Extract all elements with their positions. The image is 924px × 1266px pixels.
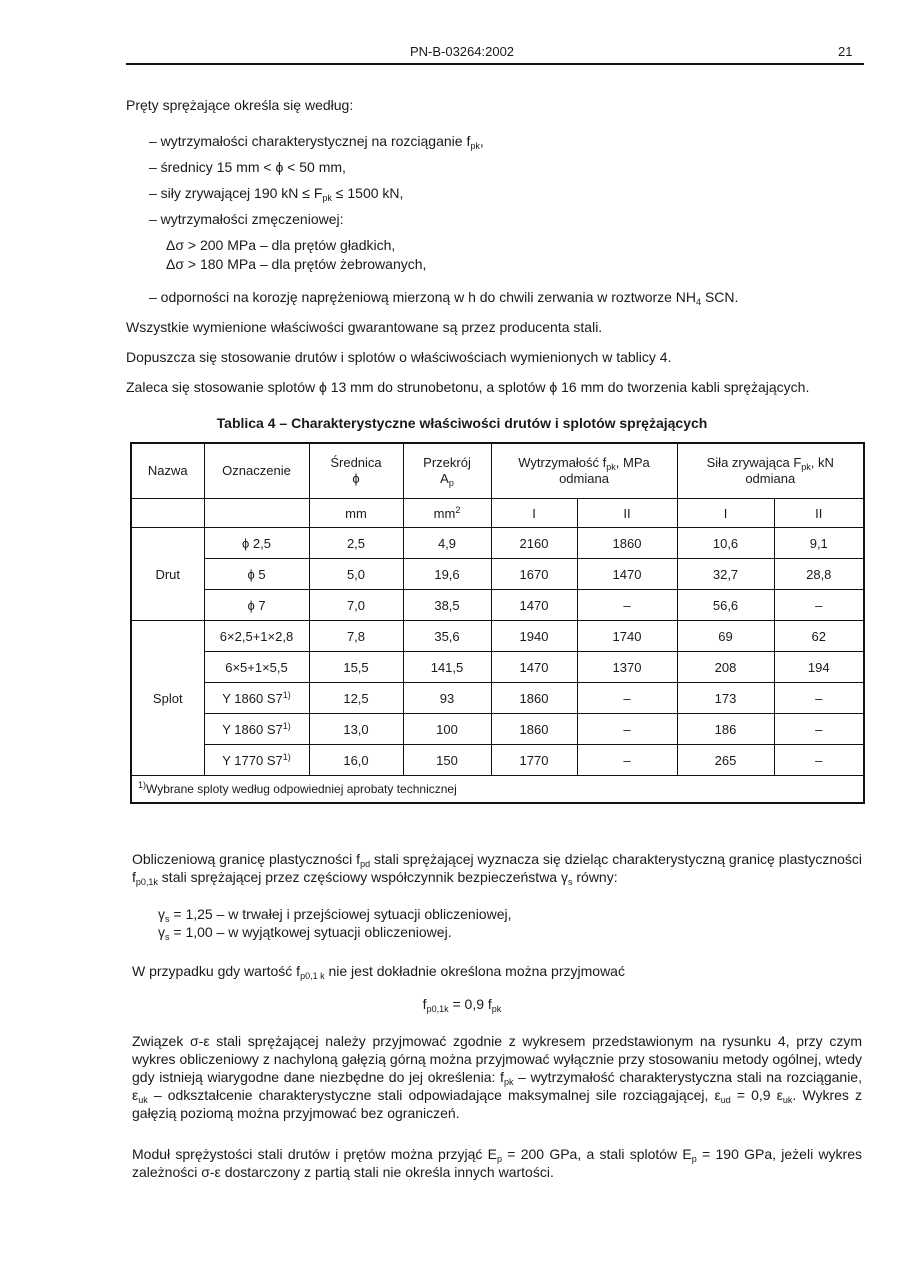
col-header-wytrzymalosc: Wytrzymałość $f_{pk}$, MPa odmiana <box>491 443 677 499</box>
table-footnote-row <box>131 776 864 804</box>
table-row: Drut ϕ 2,5 2,5 4,9 2160 1860 10,6 9,1 <box>131 528 864 559</box>
formula: $f_{p0,1k} = 0,9$ $f_{pk}$ <box>422 996 502 1014</box>
col-header-nazwa: Nazwa <box>131 443 204 499</box>
paragraph-3: Zaleca się stosowanie splotów ϕ 13 mm do strunobetonu, a splotów ϕ 16 mm do tworzenia kabli sprężających. <box>126 379 810 395</box>
unit-variant-i: I <box>677 499 774 528</box>
unit-variant-ii: II <box>774 499 864 528</box>
unit-mm2: $mm^2$ <box>403 499 491 528</box>
paragraph-7: Moduł sprężystości stali drutów i prętów można przyjąć $E_p = 200$ GPa, a stali splotów $E_p = 190$ GPa, jeżeli wykres zależności σ-ε dostarczony z partią stali nie określa innych wartości. <box>132 1146 862 1180</box>
col-header-przekroj: Przekrój $A_p$ <box>403 443 491 499</box>
intro-text: Pręty sprężające określa się według: <box>126 97 354 113</box>
table-row: Y 1770 S7$^{1)}$ 16,0 150 1770 – 265 – <box>131 745 864 776</box>
paragraph-2: Dopuszcza się stosowanie drutów i splotów o właściwościach wymienionych w tablicy 4. <box>126 349 672 365</box>
gamma-line-1: $\gamma_s = 1,25 - w$ trwałej i przejściowej sytuacji obliczeniowej, <box>158 906 512 924</box>
table-header-row <box>131 443 864 499</box>
table-footnote: $^{1)}$Wybrane sploty według odpowiedniej aprobaty technicznej <box>131 776 864 804</box>
col-header-oznaczenie: Oznaczenie <box>204 443 309 499</box>
table-row: 6×5+1×5,5 15,5 141,5 1470 1370 208 194 <box>131 652 864 683</box>
table-row: Y 1860 S7$^{1)}$ 13,0 100 1860 – 186 – <box>131 714 864 745</box>
paragraph-1: Wszystkie wymienione właściwości gwarantowane są przez producenta stali. <box>126 319 603 335</box>
table-row: ϕ 5 5,0 19,6 1670 1470 32,7 28,8 <box>131 559 864 590</box>
unit-mm: mm <box>309 499 403 528</box>
page-number: 21 <box>838 44 853 59</box>
unit-variant-i: I <box>491 499 577 528</box>
group-drut: Drut <box>131 528 204 621</box>
col-header-srednica: Średnica ϕ <box>309 443 403 499</box>
page-header-title: PN-B-03264:2002 <box>409 44 515 59</box>
bullet-1: – wytrzymałości charakterystycznej na rozciąganie $f_{pk}$, <box>149 133 484 151</box>
table-row: Splot 6×2,5+1×2,8 7,8 35,6 1940 1740 69 62 <box>131 621 864 652</box>
table-row: Y 1860 S7$^{1)}$ 12,5 93 1860 – 173 – <box>131 683 864 714</box>
bullet-4a: Δσ > 200 MPa – dla prętów gładkich, <box>166 237 396 253</box>
bullet-2: – średnicy 15 mm < ϕ < 50 mm, <box>149 159 346 175</box>
table-caption: Tablica 4 – Charakterystyczne właściwości drutów i splotów sprężających <box>216 415 708 431</box>
properties-table <box>130 442 865 804</box>
table-units-row <box>131 499 864 528</box>
bullet-5: – odporności na korozję naprężeniową mierzoną w h do chwili zerwania w roztworze $NH_4$ SCN. <box>149 289 739 307</box>
bullet-4b: Δσ > 180 MPa – dla prętów żebrowanych, <box>166 256 427 272</box>
paragraph-4: Obliczeniową granicę plastyczności $f_{pd}$ stali sprężającej wyznacza się dzieląc charakterystyczną granicę plastyczności $f_{p0,1k}$ stali sprężającej przez częściowy współczynnik bezpieczeństwa $\gamma_s$ równy: <box>132 851 863 887</box>
group-splot: Splot <box>131 621 204 776</box>
col-header-sila: Siła zrywająca $F_{pk}$, kN odmiana <box>677 443 864 499</box>
table-row: ϕ 7 7,0 38,5 1470 – 56,6 – <box>131 590 864 621</box>
bullet-3: – siły zrywającej 190 kN ≤ $F_{pk} \le 1500$ kN, <box>149 185 404 203</box>
gamma-line-2: $\gamma_s = 1,00 - w$ wyjątkowej sytuacji obliczeniowej. <box>158 924 452 942</box>
paragraph-5: W przypadku gdy wartość $f_{p0,1 k}$ nie jest dokładnie określona można przyjmować <box>132 963 625 981</box>
paragraph-6: Związek σ-ε stali sprężającej należy przyjmować zgodnie z wykresem przedstawionym na rysunku 4, przy czym wykres obliczeniowy z nachyloną gałęzią górną można przyjmować wyłącznie przy stosowaniu metody ogólnej, wtedy gdy istnieją wiarygodne dane niezbędne do jej określenia: $f_{pk}$ – wytrzymałość charakterystyczna stali na rozciąganie, $\varepsilon_{uk}$ – odkształcenie charakterystyczne stali odpowiadające maksymalnej sile rozciągającej, $\varepsilon_{ud} = 0,9$ $\varepsilon_{uk}$. Wykres z gałęzią poziomą można przyjmować bez ograniczeń. <box>132 1033 862 1121</box>
bullet-4: – wytrzymałości zmęczeniowej: <box>149 211 344 227</box>
unit-variant-ii: II <box>577 499 677 528</box>
header-rule <box>126 63 864 65</box>
